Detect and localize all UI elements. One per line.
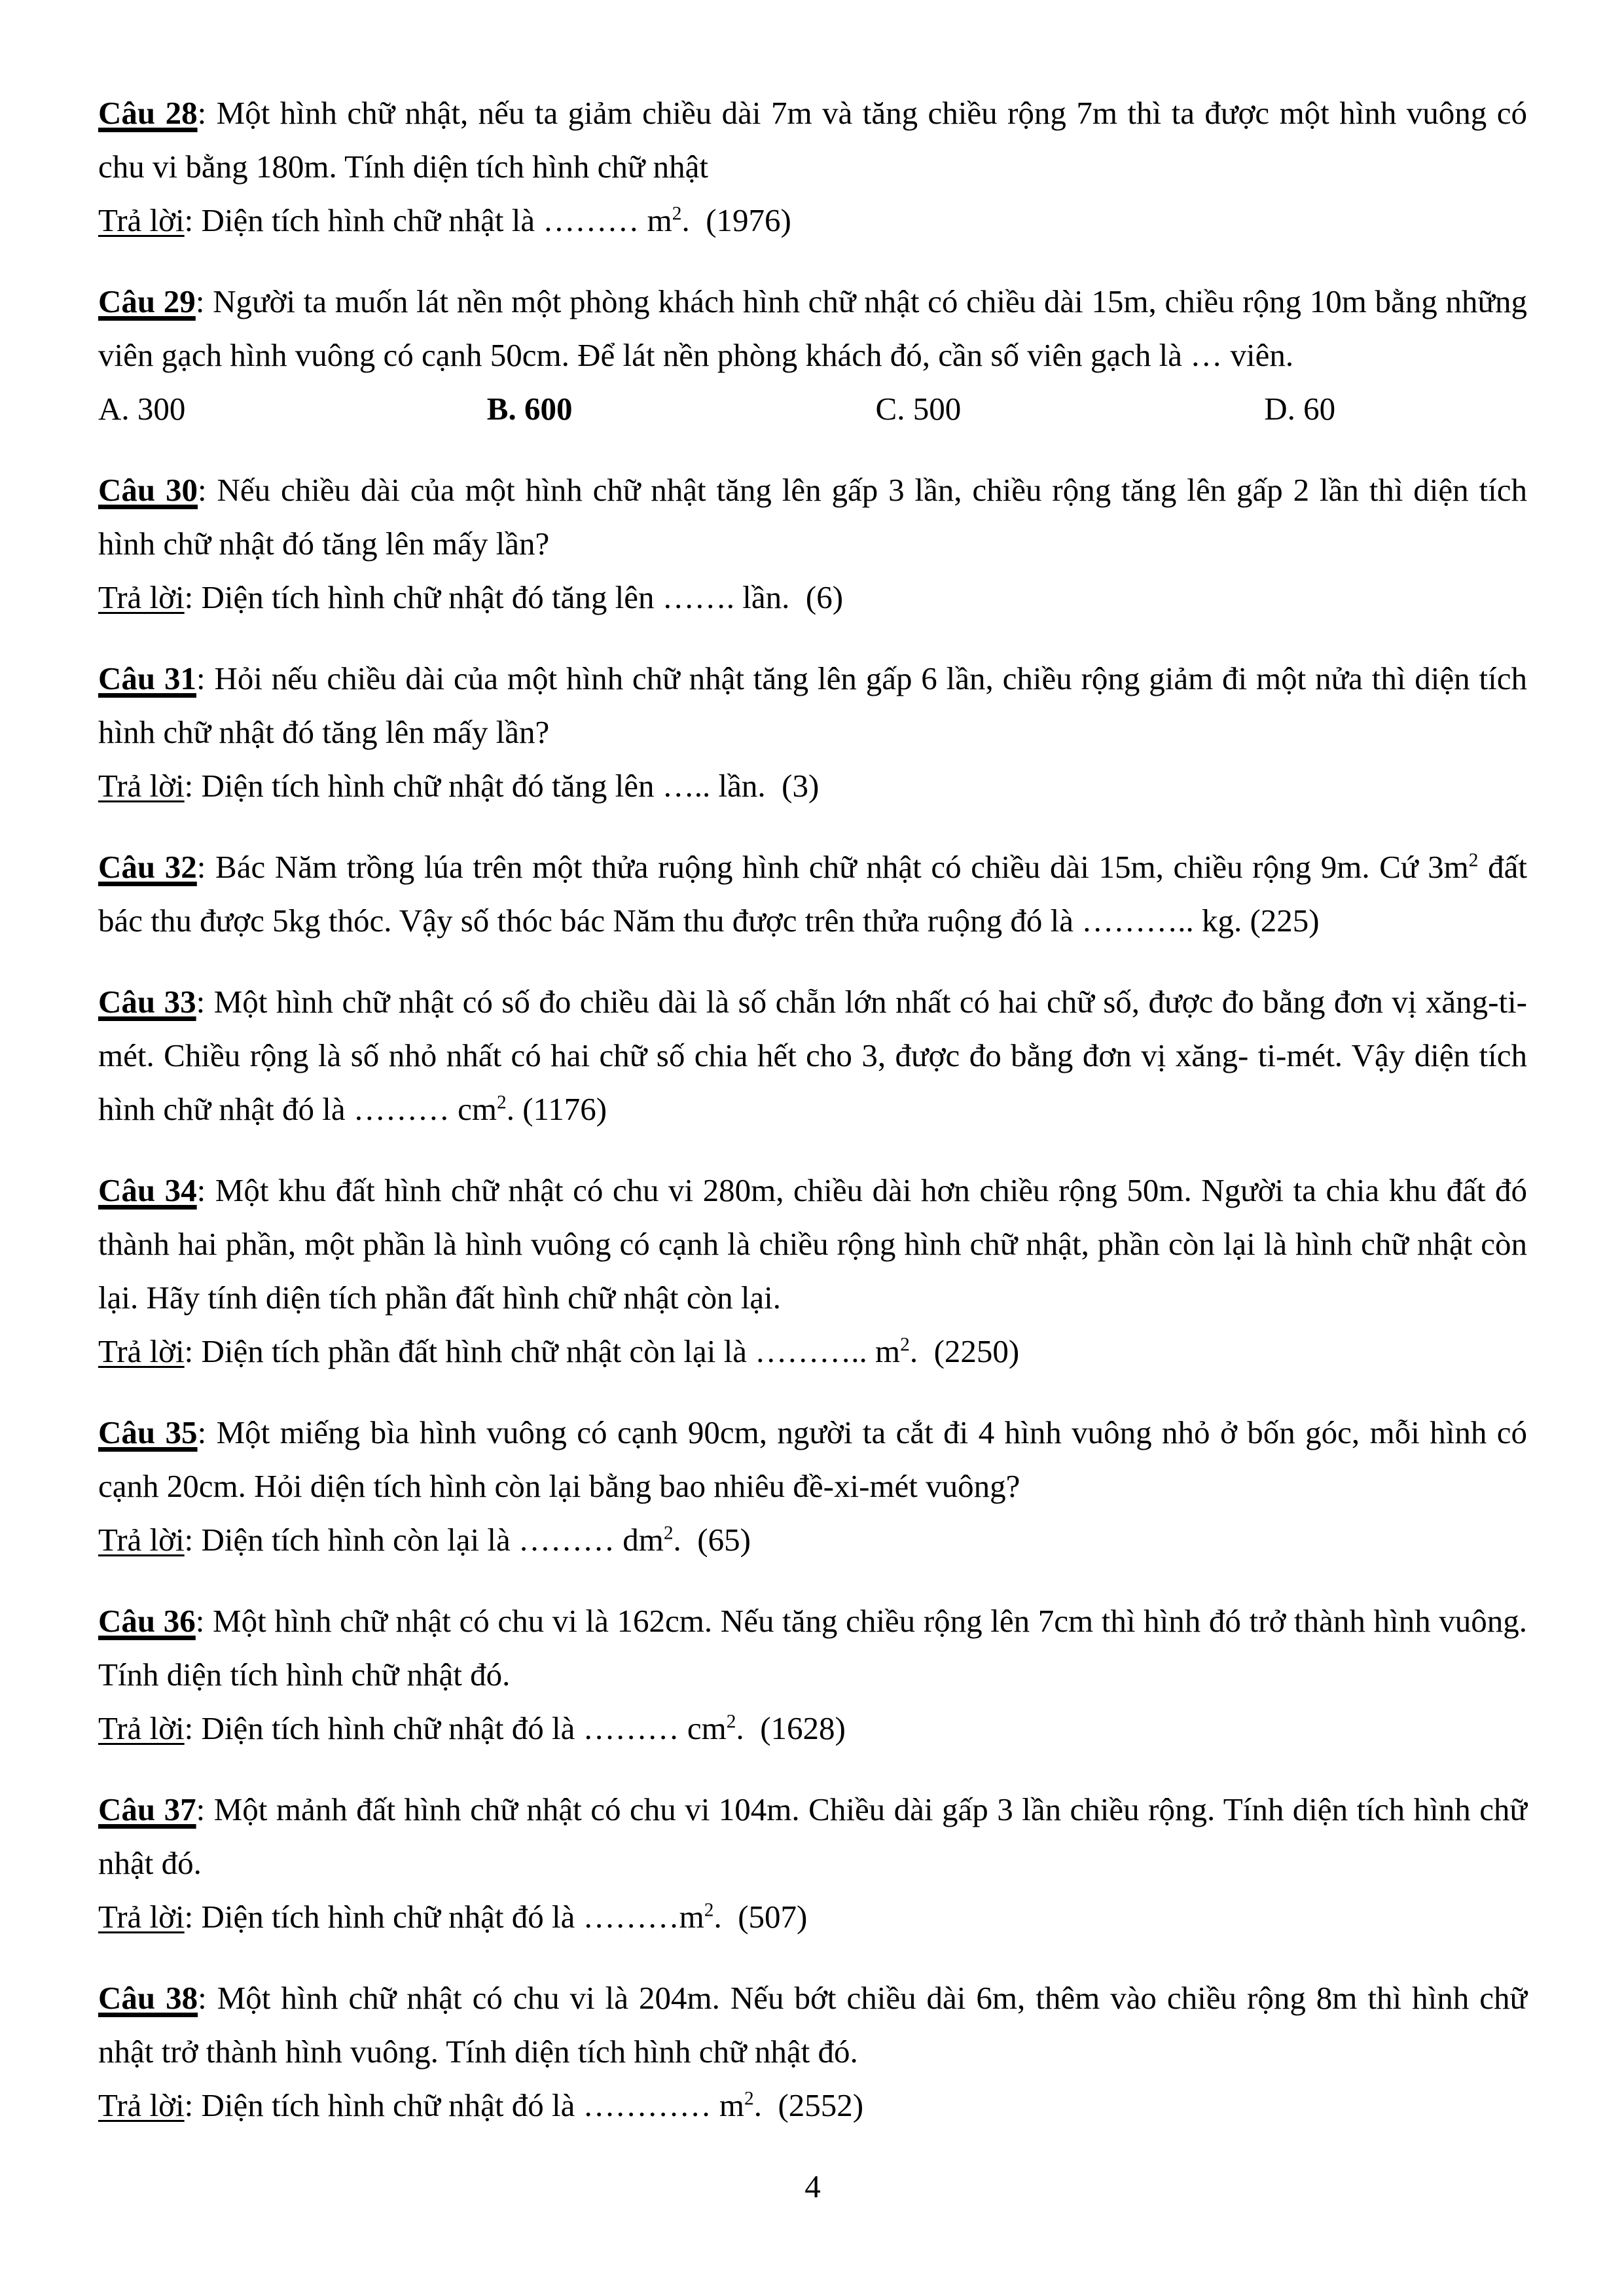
page-footer [98,2160,1527,2214]
question-35-body: : Một miếng bìa hình vuông có cạnh 90cm, người ta cắt đi 4 hình vuông nhỏ ở bốn góc, mỗi hình có cạnh 20cm. Hỏi diện tích hình còn lại bằng bao nhiêu đề-xi-mét vuông? [98,1414,1528,1504]
question-29-label: Câu 29 [98,283,196,319]
question-34-answer-body: : Diện tích phần đất hình chữ nhật còn lại là ……….. $m^2$. (2250) [184,1333,1020,1369]
question-36-answer [98,1702,1527,1755]
question-38-answer [98,2079,1527,2132]
question-28-body: : Một hình chữ nhật, nếu ta giảm chiều dài 7m và tăng chiều rộng 7m thì ta được một hình vuông có chu vi bằng 180m. Tính diện tích hình chữ nhật [98,95,1527,185]
question-31-body: : Hỏi nếu chiều dài của một hình chữ nhật tăng lên gấp 6 lần, chiều rộng giảm đi một nửa thì diện tích hình chữ nhật đó tăng lên mấy lần? [98,660,1527,750]
question-35 [98,1406,1527,1567]
question-34-answer-label: Trả lời [98,1333,185,1369]
question-32-label: Câu 32 [98,849,197,885]
question-37-body: : Một mảnh đất hình chữ nhật có chu vi 104m. Chiều dài gấp 3 lần chiều rộng. Tính diện tích hình chữ nhật đó. [98,1791,1527,1881]
question-28-text [98,86,1527,194]
question-35-text [98,1406,1527,1513]
question-30-answer-body: : Diện tích hình chữ nhật đó tăng lên ……. lần. (6) [184,579,844,615]
question-28-label: Câu 28 [98,95,198,131]
question-32-body: : Bác Năm trồng lúa trên một thửa ruộng hình chữ nhật có chiều dài 15m, chiều rộng 9m. Cứ $3m^2$ đất bác thu được 5kg thóc. Vậy số thóc bác Năm thu được trên thửa ruộng đó là ……….. kg. (225) [98,849,1527,939]
question-37-text [98,1783,1527,1890]
option-d: D. 60 [1264,391,1336,427]
question-36 [98,1594,1527,1755]
question-34-answer [98,1325,1527,1378]
question-37-answer-body: : Diện tích hình chữ nhật đó là $\dots\dots\dots m^2$. (507) [184,1899,808,1935]
question-38 [98,1971,1527,2132]
question-31-answer-body: : Diện tích hình chữ nhật đó tăng lên ….. lần. (3) [184,768,820,804]
option-a: A. 300 [98,391,186,427]
question-37-label: Câu 37 [98,1791,196,1827]
question-32-text [98,840,1527,948]
question-38-body: : Một hình chữ nhật có chu vi là 204m. Nếu bớt chiều dài 6m, thêm vào chiều rộng 8m thì hình chữ nhật trở thành hình vuông. Tính diện tích hình chữ nhật đó. [98,1980,1528,2070]
question-36-body: : Một hình chữ nhật có chu vi là 162cm. Nếu tăng chiều rộng lên 7cm thì hình đó trở thành hình vuông. Tính diện tích hình chữ nhật đó. [98,1603,1527,1693]
question-30-answer [98,571,1527,624]
question-36-text [98,1594,1527,1702]
page-number: 4 [804,2168,821,2204]
question-34-label: Câu 34 [98,1172,197,1208]
question-38-answer-body: : Diện tích hình chữ nhật đó là ………… $m^2$. (2552) [184,2087,864,2123]
question-30-answer-label: Trả lời [98,579,185,615]
question-33-text [98,975,1527,1136]
question-30 [98,463,1527,624]
question-35-answer-label: Trả lời [98,1522,185,1558]
question-31-answer [98,759,1527,813]
question-29 [98,275,1527,436]
question-32 [98,840,1527,948]
option-b: B. 600 [486,391,573,427]
question-28-answer-body: : Diện tích hình chữ nhật là ……… $m^2$. (1976) [184,202,791,238]
question-28-answer-label: Trả lời [98,202,185,238]
question-37-answer-label: Trả lời [98,1899,185,1935]
question-31-label: Câu 31 [98,660,196,696]
question-31 [98,652,1527,813]
question-30-label: Câu 30 [98,472,198,508]
question-38-text [98,1971,1527,2079]
question-28 [98,86,1527,247]
question-31-answer-label: Trả lời [98,768,185,804]
question-33-body: : Một hình chữ nhật có số đo chiều dài là số chẵn lớn nhất có hai chữ số, được đo bằng đơn vị xăng-ti-mét. Chiều rộng là số nhỏ nhất có hai chữ số chia hết cho 3, được đo bằng đơn vị xăng- ti-mét. Vậy diện tích hình chữ nhật đó là ……… $cm^2$. (1176) [98,984,1528,1127]
question-29-options [98,382,1527,436]
question-37-answer [98,1890,1527,1944]
question-33-label: Câu 33 [98,984,196,1020]
question-36-answer-body: : Diện tích hình chữ nhật đó là ……… $cm^2$. (1628) [184,1710,846,1746]
option-c: C. 500 [875,391,962,427]
question-35-answer-body: : Diện tích hình còn lại là ……… $dm^2$. (65) [184,1522,751,1558]
question-38-answer-label: Trả lời [98,2087,185,2123]
question-35-answer [98,1513,1527,1567]
question-31-text [98,652,1527,759]
question-33 [98,975,1527,1136]
question-29-body: : Người ta muốn lát nền một phòng khách hình chữ nhật có chiều dài 15m, chiều rộng 10m bằng những viên gạch hình vuông có cạnh 50cm. Để lát nền phòng khách đó, cần số viên gạch là … viên. [98,283,1527,373]
question-28-answer [98,194,1527,247]
question-38-label: Câu 38 [98,1980,198,2016]
question-36-label: Câu 36 [98,1603,196,1639]
question-37 [98,1783,1527,1944]
question-34 [98,1164,1527,1378]
question-35-label: Câu 35 [98,1414,198,1450]
question-36-answer-label: Trả lời [98,1710,185,1746]
question-29-text [98,275,1527,382]
question-34-body: : Một khu đất hình chữ nhật có chu vi 280m, chiều dài hơn chiều rộng 50m. Người ta chia khu đất đó thành hai phần, một phần là hình vuông có cạnh là chiều rộng hình chữ nhật, phần còn lại là hình chữ nhật còn lại. Hãy tính diện tích phần đất hình chữ nhật còn lại. [98,1172,1527,1316]
question-30-text [98,463,1527,571]
question-30-body: : Nếu chiều dài của một hình chữ nhật tăng lên gấp 3 lần, chiều rộng tăng lên gấp 2 lần thì diện tích hình chữ nhật đó tăng lên mấy lần? [98,472,1527,562]
question-34-text [98,1164,1527,1325]
